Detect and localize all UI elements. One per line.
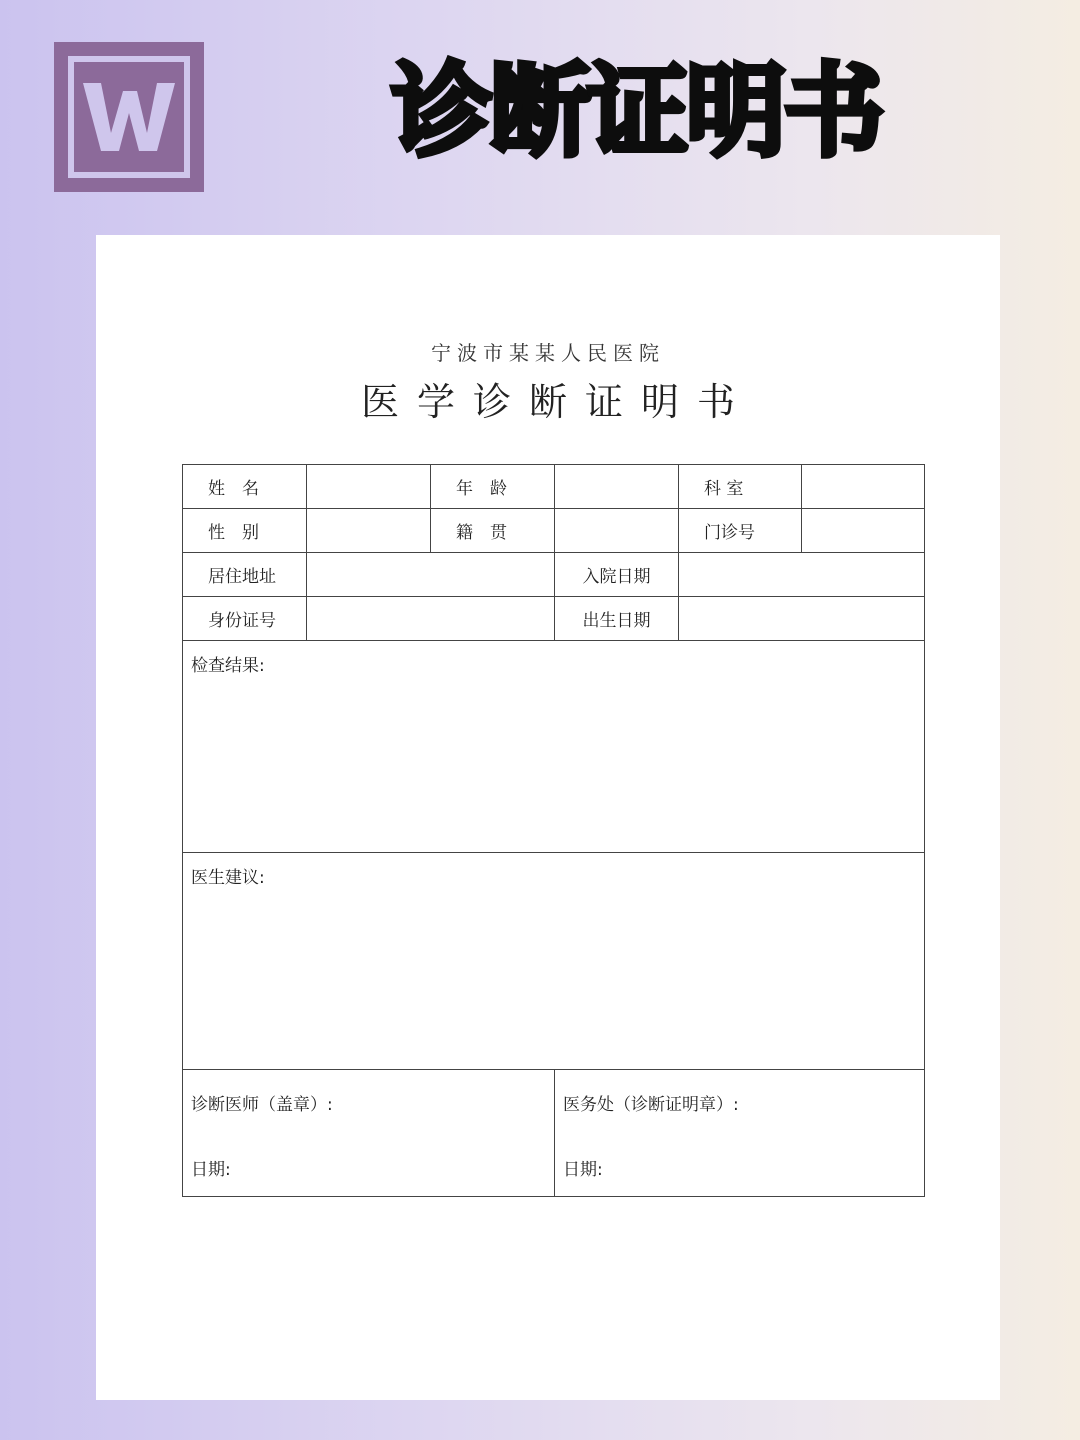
document-title: 医学诊断证明书 [360, 380, 753, 424]
admission-date-label: 入院日期 [555, 553, 679, 597]
exam-results-section[interactable] [183, 641, 924, 853]
word-logo-icon [54, 42, 204, 192]
address-label: 居住地址 [183, 553, 307, 597]
name-field[interactable] [307, 465, 431, 509]
word-logo-frame [68, 56, 190, 178]
department-field[interactable] [802, 465, 924, 509]
id-number-label: 身份证号 [183, 597, 307, 641]
age-label: 年 龄 [431, 465, 555, 509]
hospital-name: 宁波市某某人民医院 [431, 341, 665, 365]
doctor-signature-label: 诊断医师（盖章）: [191, 1095, 333, 1115]
birth-date-label: 出生日期 [555, 597, 679, 641]
doctor-date-label: 日期: [191, 1160, 231, 1180]
name-label: 姓 名 [183, 465, 307, 509]
department-label: 科 室 [679, 465, 802, 509]
office-date-label: 日期: [563, 1160, 603, 1180]
gender-field[interactable] [307, 509, 431, 553]
gender-label: 性 别 [183, 509, 307, 553]
birth-date-field[interactable] [679, 597, 924, 641]
office-signature-section[interactable] [555, 1070, 924, 1197]
certificate-form [182, 464, 925, 1197]
origin-label: 籍 贯 [431, 509, 555, 553]
clinic-number-label: 门诊号 [679, 509, 802, 553]
office-signature-label: 医务处（诊断证明章）: [563, 1095, 739, 1115]
doctor-signature-section[interactable] [183, 1070, 555, 1197]
doctor-advice-section[interactable] [183, 853, 924, 1070]
certificate-paper [96, 235, 1000, 1400]
word-letter-w-icon [81, 77, 177, 157]
origin-field[interactable] [555, 509, 679, 553]
admission-date-field[interactable] [679, 553, 924, 597]
clinic-number-field[interactable] [802, 509, 924, 553]
id-number-field[interactable] [307, 597, 555, 641]
age-field[interactable] [555, 465, 679, 509]
exam-results-label: 检查结果: [191, 656, 265, 676]
address-field[interactable] [307, 553, 555, 597]
doctor-advice-label: 医生建议: [191, 868, 265, 888]
banner-title: 诊断证明书 [392, 53, 882, 170]
